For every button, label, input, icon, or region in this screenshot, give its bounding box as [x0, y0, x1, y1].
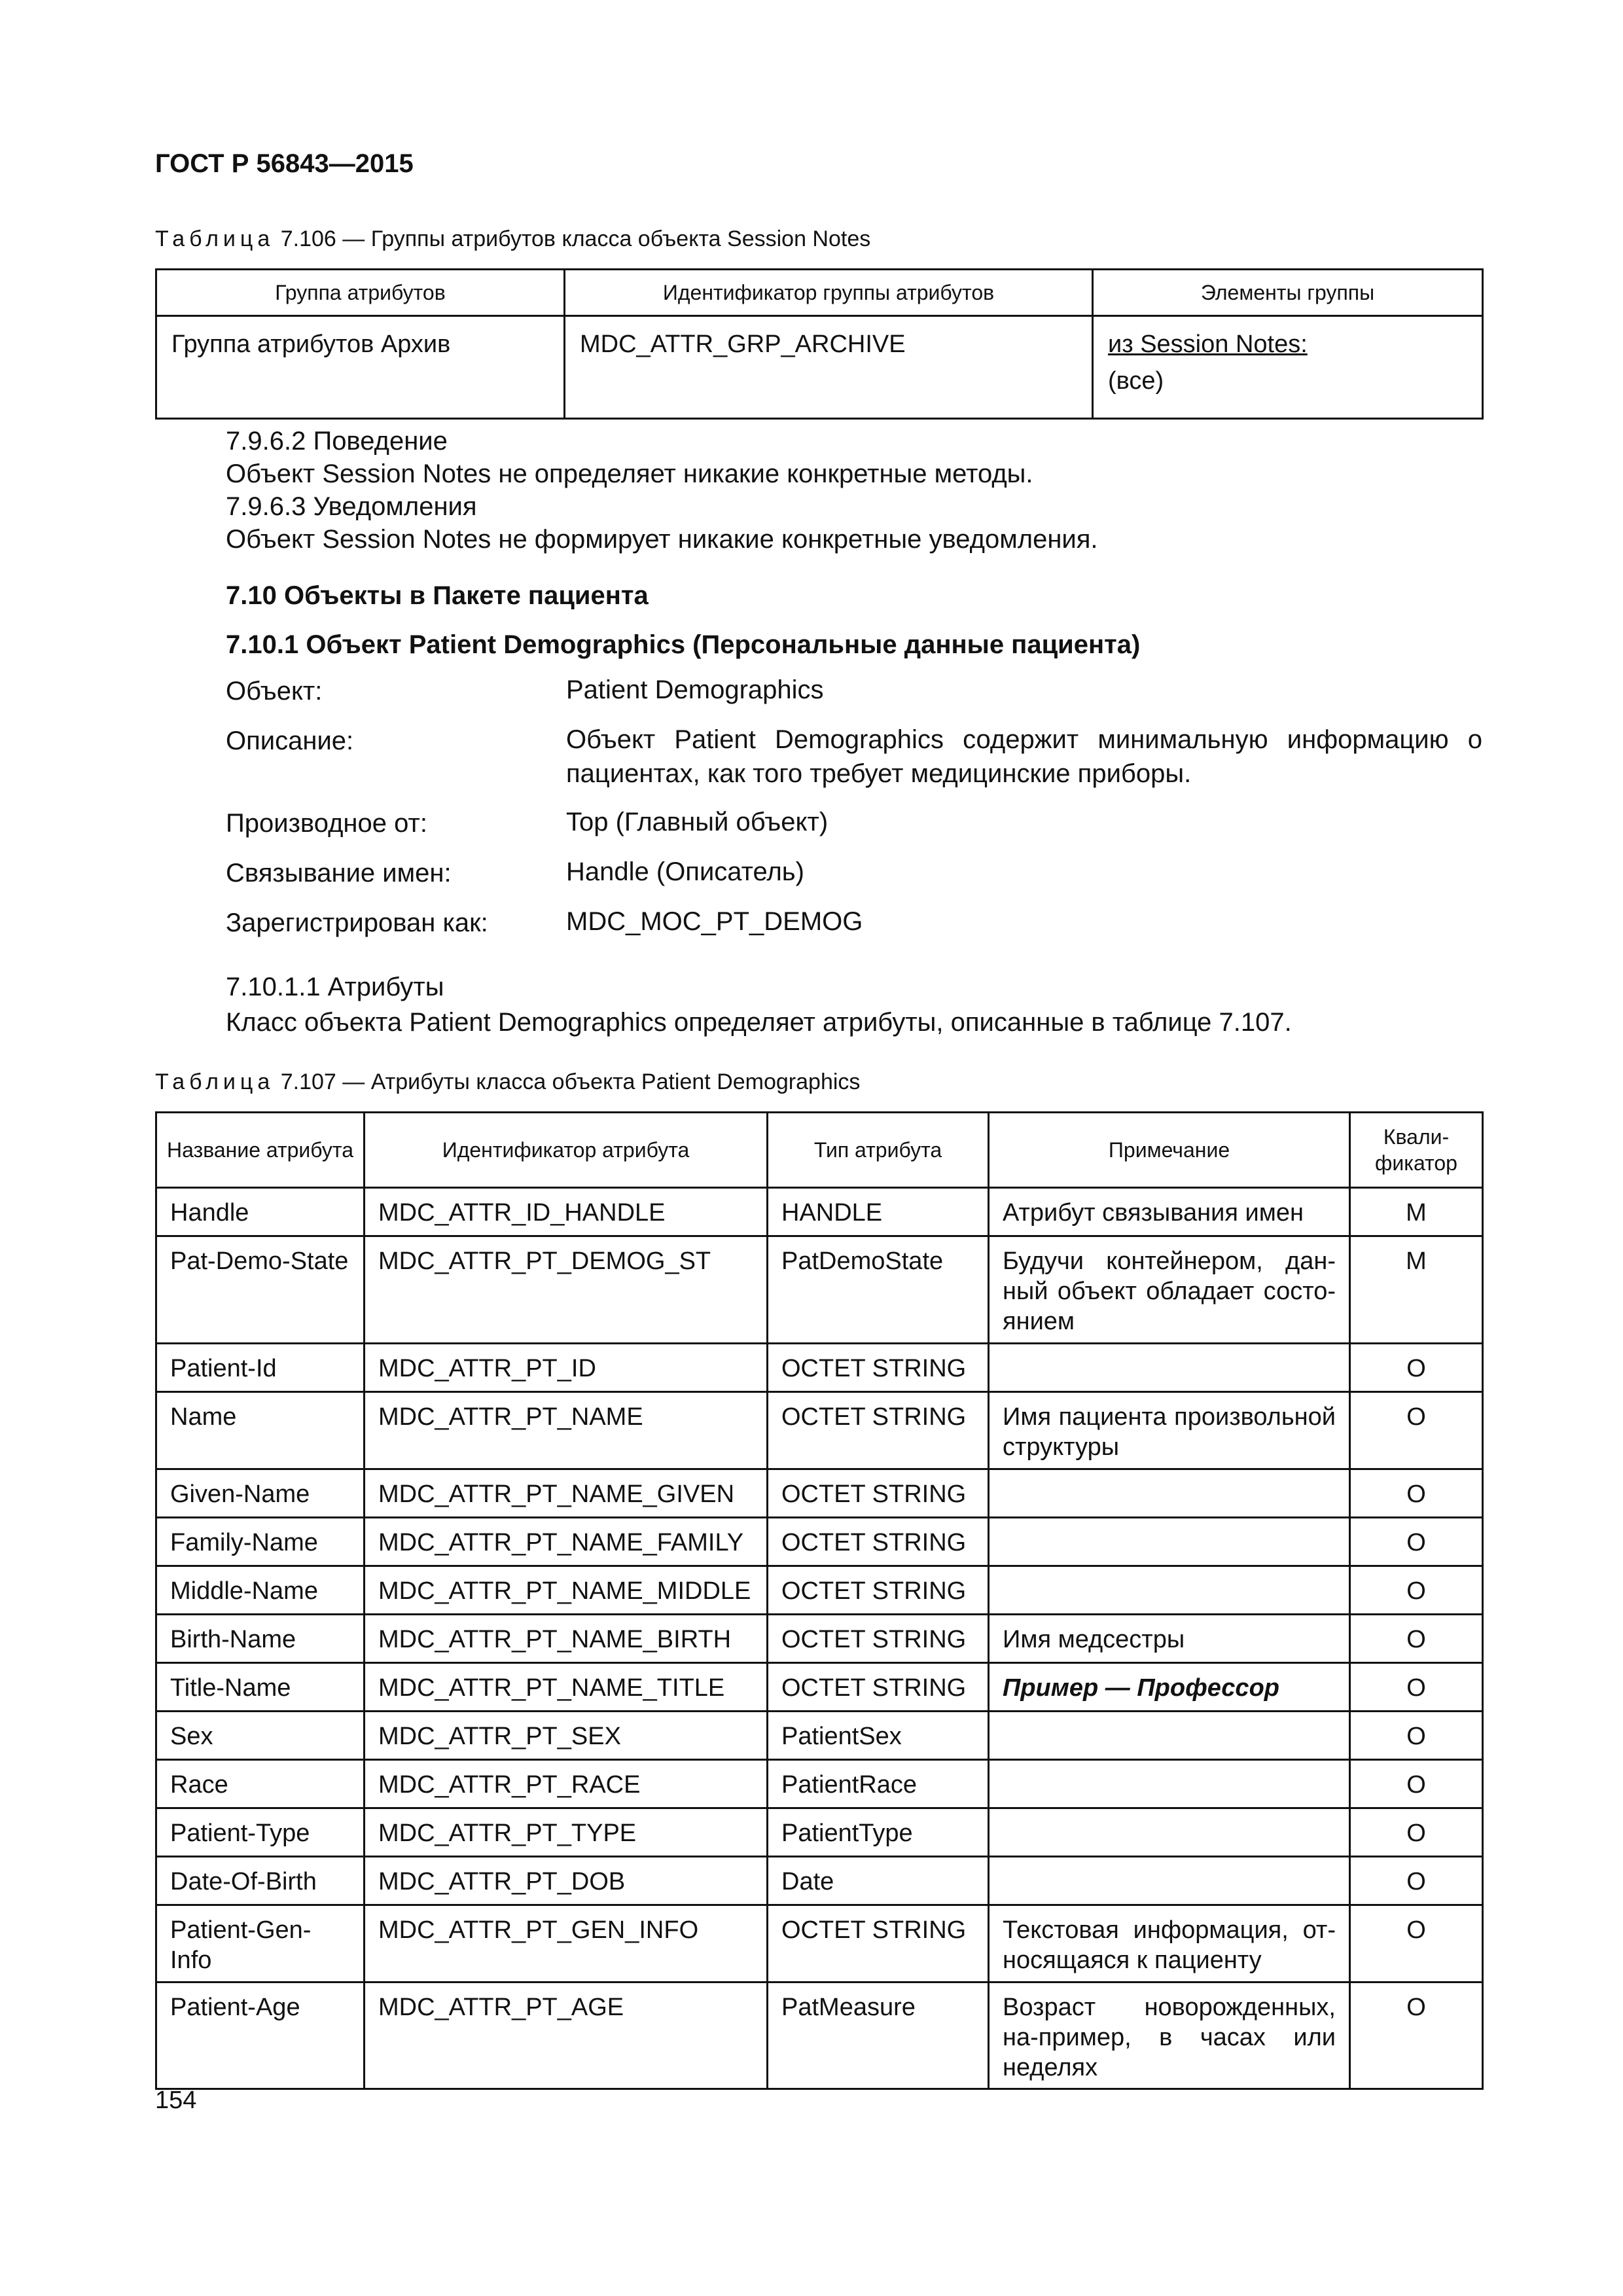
column-header: Тип атрибута: [768, 1113, 989, 1188]
caption-text: 7.106 — Группы атрибутов класса объекта Session Notes: [274, 226, 871, 251]
object-value: Patient Demographics: [566, 675, 824, 704]
cell-qualifier: O: [1350, 1469, 1483, 1518]
cell-type: PatMeasure: [768, 1982, 989, 2089]
table-row: [156, 1712, 1483, 1760]
cell-name: Birth-Name: [156, 1615, 365, 1663]
cell-type: OCTET STRING: [768, 1615, 989, 1663]
cell-note: [989, 1712, 1350, 1760]
cell-note: Имя пациента произвольной структуры: [989, 1392, 1350, 1469]
cell-qualifier: O: [1350, 1712, 1483, 1760]
column-header: Элементы группы: [1093, 270, 1483, 316]
cell-type: PatDemoState: [768, 1236, 989, 1344]
table-row: [156, 1344, 1483, 1392]
attributes-text: Класс объекта Patient Demographics определяет атрибуты, описанные в таблице 7.107.: [226, 1008, 1292, 1037]
cell-name: Patient-Id: [156, 1344, 365, 1392]
caption-prefix: Таблица: [155, 1069, 275, 1094]
cell-qualifier: O: [1350, 1857, 1483, 1905]
cell-qualifier: M: [1350, 1188, 1483, 1236]
cell-elements: [1093, 316, 1483, 419]
column-header: Квали-фикатор: [1350, 1113, 1483, 1188]
cell-type: OCTET STRING: [768, 1344, 989, 1392]
cell-name: Date-Of-Birth: [156, 1857, 365, 1905]
cell-note: [989, 1469, 1350, 1518]
cell-note: [989, 1344, 1350, 1392]
caption-text: 7.107 — Атрибуты класса объекта Patient Demographics: [274, 1069, 861, 1094]
cell-note: Атрибут связывания имен: [989, 1188, 1350, 1236]
cell-identifier: MDC_ATTR_GRP_ARCHIVE: [565, 316, 1093, 419]
cell-qualifier: O: [1350, 1760, 1483, 1808]
column-header: Идентификатор атрибута: [365, 1113, 768, 1188]
object-label: Объект:: [226, 677, 323, 706]
table-row: [156, 1760, 1483, 1808]
column-header: Группа атрибутов: [156, 270, 565, 316]
cell-note: [989, 1518, 1350, 1566]
cell-id: MDC_ATTR_PT_RACE: [365, 1760, 768, 1808]
table-107-caption: [155, 1069, 860, 1095]
cell-id: MDC_ATTR_PT_DOB: [365, 1857, 768, 1905]
cell-name: Handle: [156, 1188, 365, 1236]
cell-id: MDC_ATTR_PT_ID: [365, 1344, 768, 1392]
cell-type: OCTET STRING: [768, 1469, 989, 1518]
registered-label: Зарегистрирован как:: [226, 908, 488, 937]
cell-type: OCTET STRING: [768, 1392, 989, 1469]
cell-type: PatientType: [768, 1808, 989, 1857]
table-row: [156, 1905, 1483, 1982]
table-106: [155, 268, 1484, 420]
table-106-caption: [155, 226, 870, 252]
cell-name: Middle-Name: [156, 1566, 365, 1615]
table-row: [156, 1188, 1483, 1236]
table-row: [156, 1236, 1483, 1344]
table-row: [156, 1615, 1483, 1663]
section-710-title: 7.10 Объекты в Пакете пациента: [226, 581, 649, 610]
cell-note: Возраст новорожденных, на-пример, в часах или неделях: [989, 1982, 1350, 2089]
cell-id: MDC_ATTR_PT_NAME_TITLE: [365, 1663, 768, 1712]
column-header: Примечание: [989, 1113, 1350, 1188]
section-7963-text: Объект Session Notes не формирует никакие конкретные уведомления.: [226, 525, 1098, 554]
section-7962-text: Объект Session Notes не определяет никакие конкретные методы.: [226, 459, 1033, 488]
column-header: Название атрибута: [156, 1113, 365, 1188]
cell-id: MDC_ATTR_PT_NAME_GIVEN: [365, 1469, 768, 1518]
cell-type: HANDLE: [768, 1188, 989, 1236]
cell-note: [989, 1760, 1350, 1808]
cell-type: Date: [768, 1857, 989, 1905]
registered-value: MDC_MOC_PT_DEMOG: [566, 907, 863, 936]
derived-label: Производное от:: [226, 809, 427, 838]
cell-name: Given-Name: [156, 1469, 365, 1518]
cell-note: Имя медсестры: [989, 1615, 1350, 1663]
table-row: [156, 1469, 1483, 1518]
cell-name: Patient-Type: [156, 1808, 365, 1857]
table-row: [156, 1392, 1483, 1469]
cell-qualifier: O: [1350, 1905, 1483, 1982]
cell-id: MDC_ATTR_PT_NAME_BIRTH: [365, 1615, 768, 1663]
table-row: [156, 1518, 1483, 1566]
cell-qualifier: O: [1350, 1518, 1483, 1566]
naming-label: Связывание имен:: [226, 859, 452, 888]
cell-id: MDC_ATTR_ID_HANDLE: [365, 1188, 768, 1236]
caption-prefix: Таблица: [155, 226, 275, 251]
elements-source: из Session Notes:: [1108, 331, 1308, 358]
page-number: 154: [155, 2087, 197, 2114]
cell-note: Пример — Профессор: [989, 1663, 1350, 1712]
table-header-row: [156, 270, 1483, 316]
cell-qualifier: O: [1350, 1663, 1483, 1712]
cell-name: Pat-Demo-State: [156, 1236, 365, 1344]
cell-name: Patient-Age: [156, 1982, 365, 2089]
cell-name: Name: [156, 1392, 365, 1469]
cell-name: Title-Name: [156, 1663, 365, 1712]
table-row: [156, 1808, 1483, 1857]
cell-qualifier: O: [1350, 1392, 1483, 1469]
cell-name: Patient-Gen-Info: [156, 1905, 365, 1982]
section-7101-title: 7.10.1 Объект Patient Demographics (Персональные данные пациента): [226, 630, 1141, 659]
cell-name: Race: [156, 1760, 365, 1808]
naming-value: Handle (Описатель): [566, 857, 804, 886]
cell-id: MDC_ATTR_PT_GEN_INFO: [365, 1905, 768, 1982]
cell-type: PatientRace: [768, 1760, 989, 1808]
table-row: [156, 316, 1483, 419]
attributes-title: 7.10.1.1 Атрибуты: [226, 973, 444, 1001]
cell-id: MDC_ATTR_PT_NAME_MIDDLE: [365, 1566, 768, 1615]
elements-all: (все): [1108, 367, 1164, 395]
cell-group: Группа атрибутов Архив: [156, 316, 565, 419]
cell-qualifier: O: [1350, 1566, 1483, 1615]
cell-name: Family-Name: [156, 1518, 365, 1566]
cell-note: Будучи контейнером, дан-ный объект обладает состо-янием: [989, 1236, 1350, 1344]
cell-id: MDC_ATTR_PT_NAME_FAMILY: [365, 1518, 768, 1566]
cell-type: OCTET STRING: [768, 1663, 989, 1712]
table-row: [156, 1982, 1483, 2089]
cell-type: OCTET STRING: [768, 1566, 989, 1615]
table-107: [155, 1111, 1484, 2090]
cell-id: MDC_ATTR_PT_TYPE: [365, 1808, 768, 1857]
cell-name: Sex: [156, 1712, 365, 1760]
cell-id: MDC_ATTR_PT_NAME: [365, 1392, 768, 1469]
document-header: ГОСТ Р 56843—2015: [155, 149, 414, 178]
table-row: [156, 1566, 1483, 1615]
cell-qualifier: O: [1350, 1615, 1483, 1663]
table-row: [156, 1663, 1483, 1712]
cell-id: MDC_ATTR_PT_DEMOG_ST: [365, 1236, 768, 1344]
cell-qualifier: O: [1350, 1982, 1483, 2089]
description-value: Объект Patient Demographics содержит минимальную информацию о пациентах, как того требует медицинские приборы.: [566, 725, 1482, 788]
cell-qualifier: M: [1350, 1236, 1483, 1344]
column-header: Идентификатор группы атрибутов: [565, 270, 1093, 316]
cell-id: MDC_ATTR_PT_AGE: [365, 1982, 768, 2089]
table-header-row: [156, 1113, 1483, 1188]
cell-note: [989, 1566, 1350, 1615]
cell-note: [989, 1857, 1350, 1905]
section-7963-title: 7.9.6.3 Уведомления: [226, 492, 477, 521]
table-row: [156, 1857, 1483, 1905]
description-label: Описание:: [226, 726, 354, 755]
cell-id: MDC_ATTR_PT_SEX: [365, 1712, 768, 1760]
cell-type: OCTET STRING: [768, 1905, 989, 1982]
cell-type: PatientSex: [768, 1712, 989, 1760]
cell-note: Текстовая информация, от-носящаяся к пациенту: [989, 1905, 1350, 1982]
cell-qualifier: O: [1350, 1808, 1483, 1857]
cell-type: OCTET STRING: [768, 1518, 989, 1566]
section-7962-title: 7.9.6.2 Поведение: [226, 427, 448, 456]
cell-qualifier: O: [1350, 1344, 1483, 1392]
derived-value: Top (Главный объект): [566, 808, 829, 836]
cell-note: [989, 1808, 1350, 1857]
